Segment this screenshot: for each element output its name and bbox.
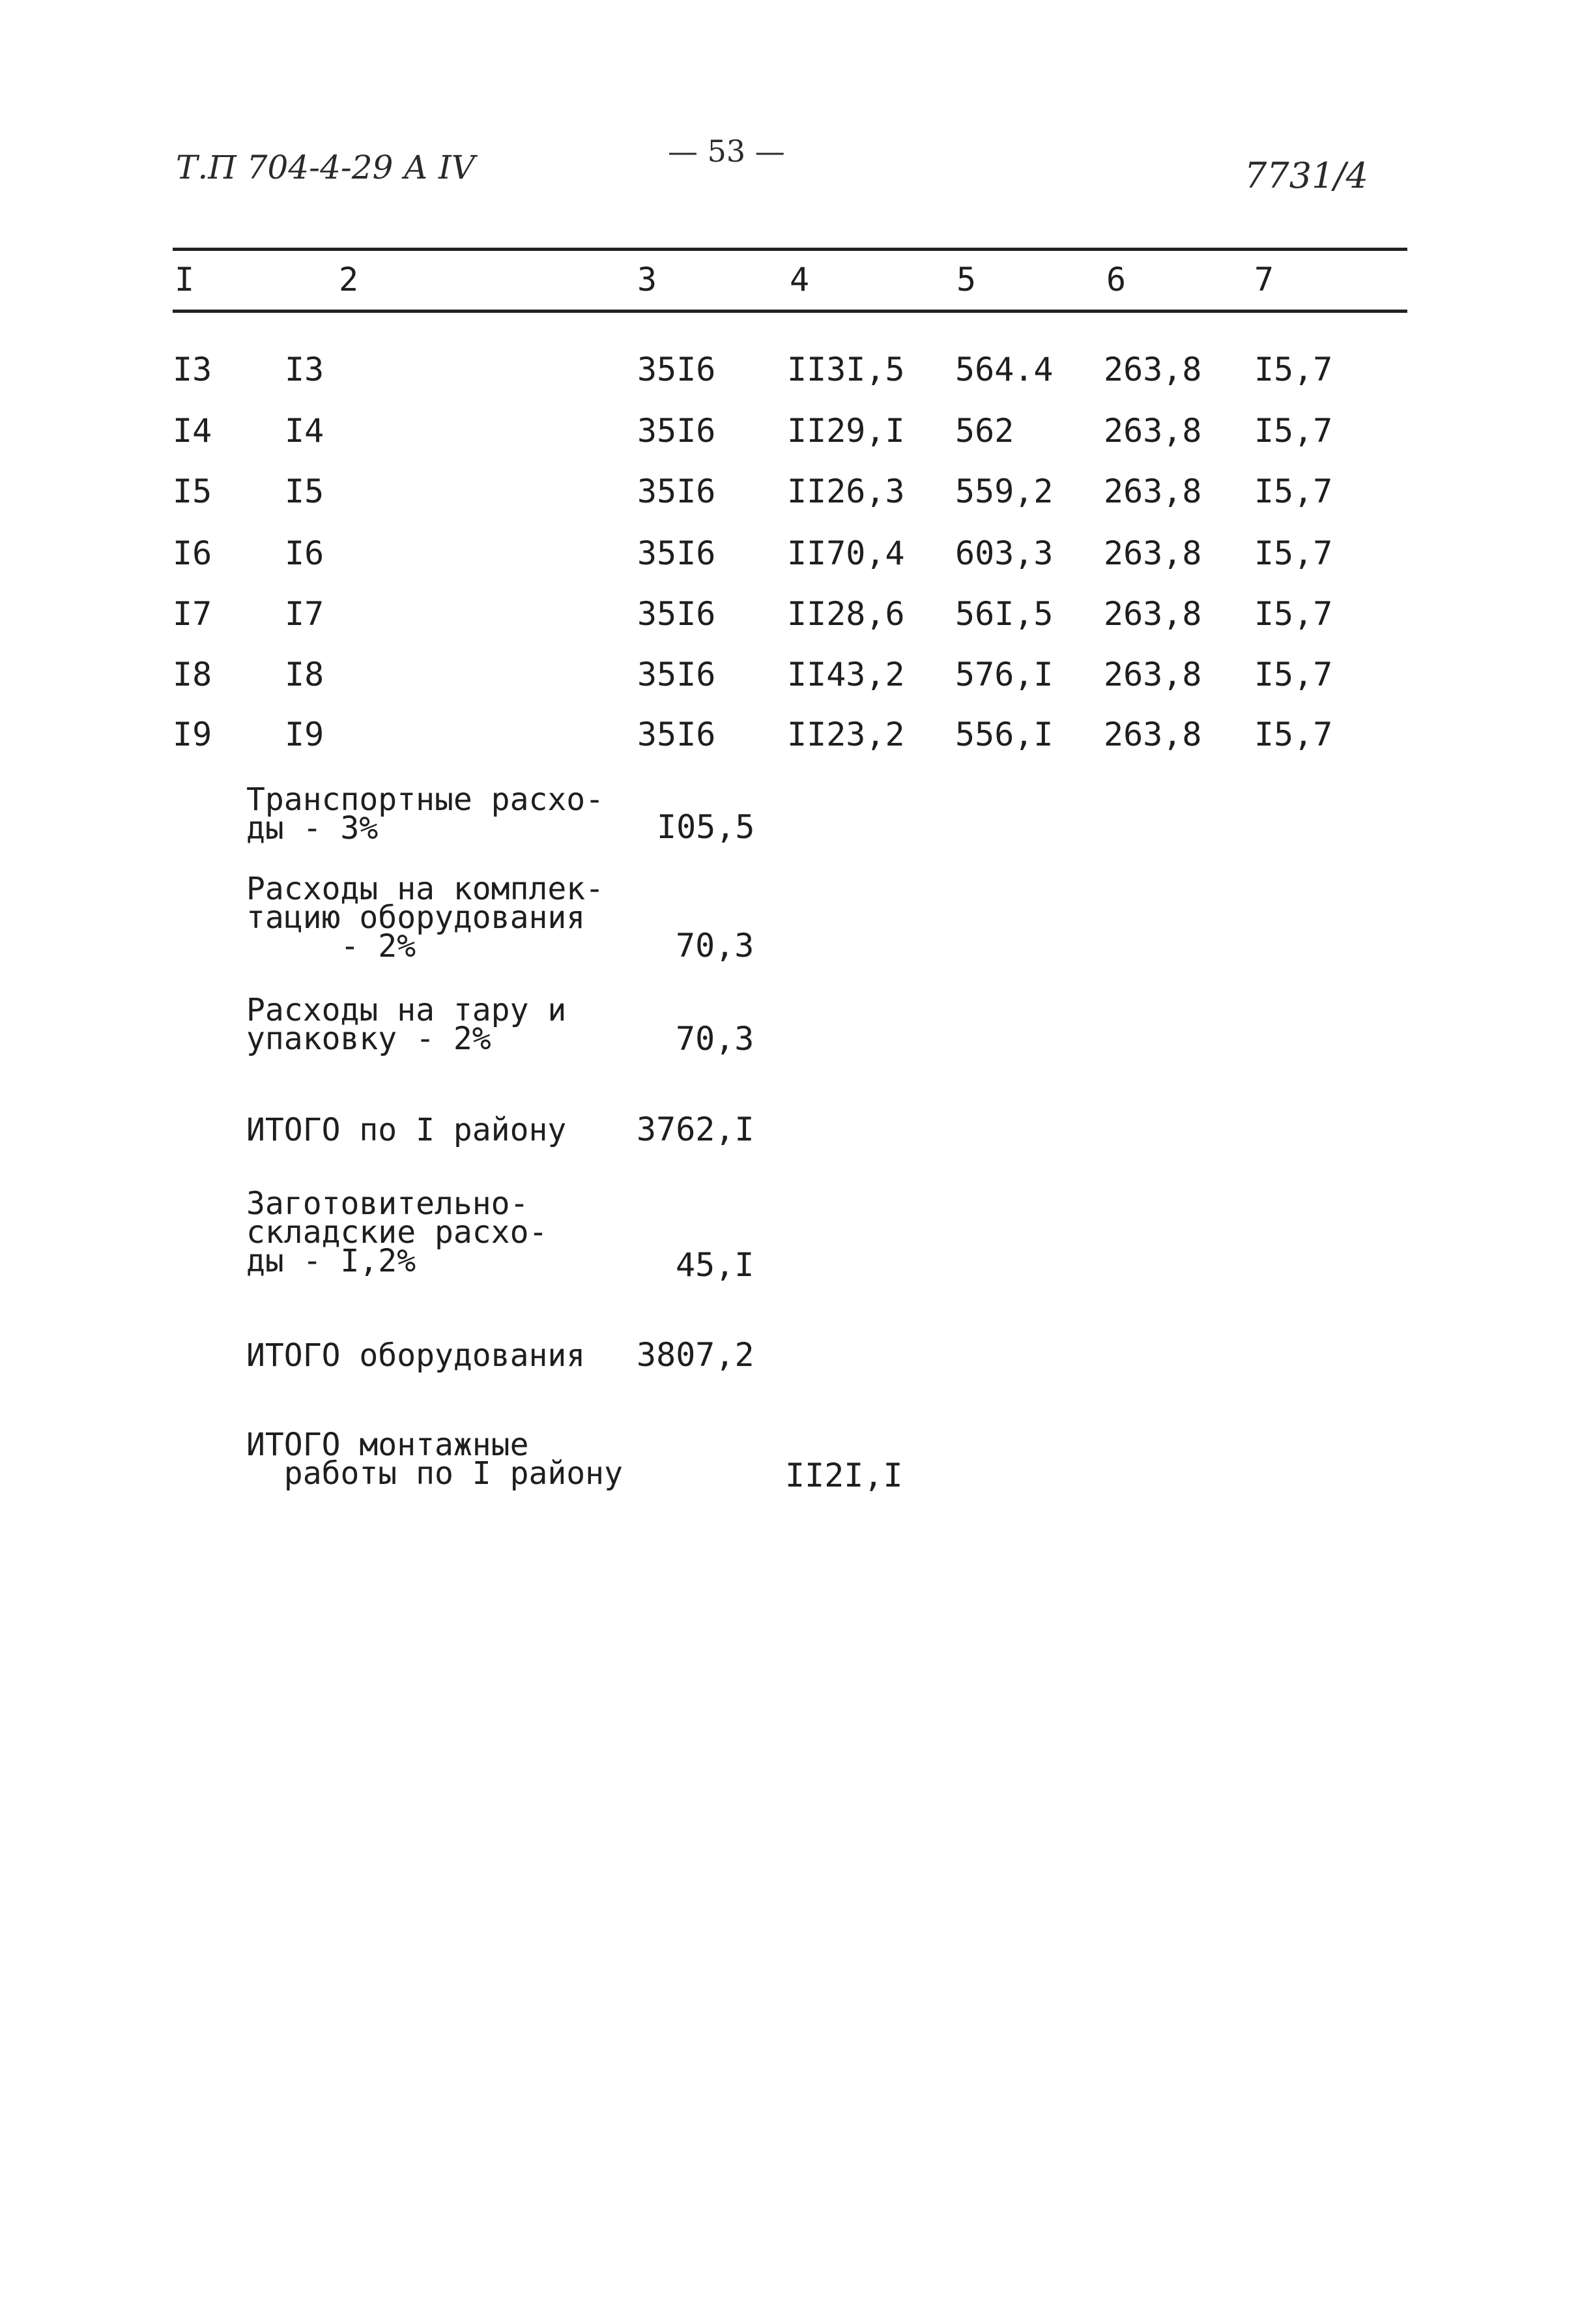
- cell: I5,7: [1254, 472, 1333, 510]
- cell: I4: [285, 412, 324, 450]
- cell: II43,2: [787, 656, 905, 693]
- cell: 263,8: [1104, 534, 1202, 572]
- summary-value: 3807,2: [637, 1336, 754, 1374]
- column-header: 7: [1254, 261, 1274, 298]
- column-header: 4: [790, 261, 810, 298]
- summary-value: I05,5: [657, 808, 755, 846]
- cell: II28,6: [787, 595, 905, 633]
- summary-label: ИТОГО по I району: [246, 1112, 567, 1148]
- summary-label: ИТОГО оборудования: [246, 1337, 586, 1374]
- cell: I5,7: [1254, 412, 1333, 450]
- cell: I3: [285, 351, 324, 388]
- cell: I9: [285, 716, 324, 753]
- cell: I5,7: [1254, 351, 1333, 388]
- sheet-code: 7731/4: [1244, 155, 1368, 196]
- cell: I5: [285, 472, 324, 510]
- summary-value: 70,3: [676, 927, 754, 965]
- summary-label: Расходы на тару и упаковку - 2%: [246, 992, 567, 1057]
- summary-value: II2I,I: [785, 1457, 903, 1494]
- column-header: 5: [956, 261, 977, 298]
- cell: I5,7: [1254, 534, 1333, 572]
- cell: I5,7: [1254, 595, 1333, 633]
- cell: 35I6: [637, 716, 716, 753]
- cell: 35I6: [637, 656, 716, 693]
- cell: I7: [173, 595, 212, 633]
- column-header: 3: [637, 261, 657, 298]
- cell: 263,8: [1104, 656, 1202, 693]
- column-header: 6: [1106, 261, 1127, 298]
- document-code: Т.П 704-4-29 А IV: [176, 149, 475, 186]
- table-top-rule: [173, 248, 1407, 251]
- cell: II29,I: [787, 412, 905, 450]
- cell: 263,8: [1104, 595, 1202, 633]
- summary-label: Транспортные расхо- ды - 3%: [246, 781, 605, 847]
- summary-label: Расходы на комплек- тацию оборудования - 2%: [246, 871, 605, 965]
- cell: 576,I: [955, 656, 1054, 693]
- cell: 263,8: [1104, 716, 1202, 753]
- cell: I9: [173, 716, 212, 753]
- summary-value: 70,3: [676, 1020, 754, 1058]
- summary-label: Заготовительно- складские расхо- ды - I,2%: [246, 1185, 548, 1279]
- cell: I4: [173, 412, 212, 450]
- cell: II3I,5: [787, 351, 905, 388]
- summary-value: 45,I: [676, 1246, 754, 1284]
- cell: 263,8: [1104, 412, 1202, 450]
- cell: 35I6: [637, 472, 716, 510]
- cell: I5: [173, 472, 212, 510]
- cell: 564.4: [955, 351, 1054, 388]
- cell: 559,2: [955, 472, 1054, 510]
- cell: 35I6: [637, 412, 716, 450]
- cell: 556,I: [955, 716, 1054, 753]
- cell: I6: [285, 534, 324, 572]
- column-header: I: [175, 261, 195, 298]
- cell: I5,7: [1254, 656, 1333, 693]
- cell: II23,2: [787, 716, 905, 753]
- cell: I7: [285, 595, 324, 633]
- cell: 562: [955, 412, 1014, 450]
- cell: 263,8: [1104, 472, 1202, 510]
- summary-value: 3762,I: [637, 1111, 754, 1148]
- column-header: 2: [339, 261, 359, 298]
- cell: I6: [173, 534, 212, 572]
- summary-label: ИТОГО монтажные работы по I району: [246, 1427, 623, 1492]
- cell: 263,8: [1104, 351, 1202, 388]
- cell: 603,3: [955, 534, 1054, 572]
- cell: 35I6: [637, 534, 716, 572]
- cell: I3: [173, 351, 212, 388]
- cell: 56I,5: [955, 595, 1054, 633]
- page-number: — 53 —: [668, 134, 785, 169]
- cell: I8: [173, 656, 212, 693]
- cell: 35I6: [637, 351, 716, 388]
- cell: 35I6: [637, 595, 716, 633]
- cell: II26,3: [787, 472, 905, 510]
- table-header-rule: [173, 310, 1407, 313]
- cell: II70,4: [787, 534, 905, 572]
- cell: I5,7: [1254, 716, 1333, 753]
- cell: I8: [285, 656, 324, 693]
